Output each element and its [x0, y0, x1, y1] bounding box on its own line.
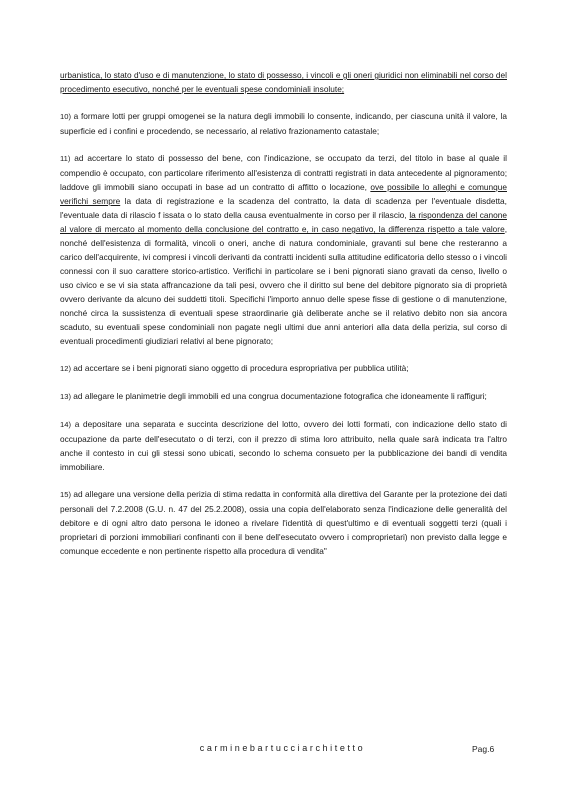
- item-number: 12): [60, 364, 71, 373]
- item-number: 15): [60, 490, 71, 499]
- item-number: 11): [60, 154, 71, 163]
- paragraph-text: la data di registrazione e la scadenza del contratto, la data di scadenza per l'eventuale disdetta, l'eventuale data di rilascio f issata o lo stato della causa eventualmente in corso per il rilascio,: [60, 196, 507, 220]
- paragraph-text: , nonché dell'esistenza di formalità, vincoli o oneri, anche di natura condominiale, gravanti sul bene che resteranno a carico dell'acquirente, ivi compresi i vincoli derivanti da contratti incidenti sulla attitudine edificatoria dello stesso o i vincoli connessi con il suo carattere storico-artistico. Verifichi in particolare se i beni pignorati siano gravati da censo, livello o uso civico e se vi sia stata affrancazione da tali pesi, ovvero che il diritto sul bene del debitore pignorato sia di proprietà ovvero derivante da alcuno dei suddetti titoli. Specifichi l'importo annuo delle spese fisse di gestione o di manutenzione, nonché circa la sussistenza di eventuali spese straordinarie già deliberate anche se il relativo debito non sia ancora scaduto, su eventuali spese condominiali non pagate negli ultimi due anni anteriori alla data della perizia, sul corso di eventuali procedimenti giudiziari relativi al bene pignorato;: [60, 224, 507, 346]
- paragraph-text: ad accertare lo stato di possesso del bene, con l'indicazione, se occupato da terzi, del titolo in base al quale il compendio è occupato, con particolare riferimento all'esistenza di contratti registrati in data antecedente al pignoramento; laddove gli immobili siano occupati in base ad un contratto di affitto o locazione,: [60, 153, 507, 192]
- paragraph-continuation: [60, 68, 507, 96]
- underlined-text: ove possibile lo alleghi e comunque verifichi sempre: [60, 182, 507, 206]
- page-number: Pag.6: [472, 744, 495, 754]
- paragraph-text: ad accertare se i beni pignorati siano oggetto di procedura espropriativa per pubblica utilità;: [70, 363, 409, 373]
- underlined-text: urbanistica, lo stato d'uso e di manutenzione, lo stato di possesso, i vincoli e gli oneri giuridici non eliminabili nel corso del procedimento esecutivo, nonché per le eventuali spese condominiali insolute;: [60, 70, 507, 94]
- paragraph-15: [60, 487, 507, 558]
- paragraph-13: [60, 389, 507, 404]
- item-number: 14): [60, 420, 71, 429]
- paragraph-text: ad allegare le planimetrie degli immobili ed una congrua documentazione fotografica che idoneamente li raffiguri;: [70, 391, 487, 401]
- paragraph-11: [60, 151, 507, 348]
- item-number: 10): [60, 112, 71, 121]
- paragraph-12: [60, 361, 507, 376]
- underlined-text: la rispondenza del canone al valore di mercato al momento della conclusione del contratto e, in caso negativo, la differenza rispetto a tale valore: [60, 210, 507, 234]
- paragraph-text: ad allegare una versione della perizia di stima redatta in conformità alla direttiva del Garante per la protezione dei dati personali del 7.2.2008 (G.U. n. 47 del 25.2.2008), ossia una copia dell'elaborato senza l'indicazione delle generalità del debitore e di ogni altro dato persona le idoneo a rivelare l'identità di quest'ultimo e di eventuali soggetti terzi (quali i proprietari di porzioni immobiliari confinanti con il bene dell'esecutato ovvero i comproprietari) non previsto dalla legge e comunque eccedente e non pertinente rispetto alla procedura di vendita": [60, 489, 507, 556]
- item-number: 13): [60, 392, 71, 401]
- paragraph-text: a depositare una separata e succinta descrizione del lotto, ovvero dei lotti formati, con indicazione dello stato di occupazione da parte dell'esecutato o di terzi, con il prezzo di stima loro attribuito, nella quale sarà indicata tra l'altro anche il contesto in cui gli stessi sono ubicati, secondo lo schema consueto per la pubblicazione dei bandi di vendita immobiliare.: [60, 419, 507, 472]
- paragraph-14: [60, 417, 507, 474]
- footer-author: carminebartucciarchitetto: [199, 743, 366, 753]
- paragraph-10: [60, 109, 507, 138]
- paragraph-text: a formare lotti per gruppi omogenei se la natura degli immobili lo consente, indicando, per ciascuna unità il valore, la superficie ed i confini e procedendo, se necessario, al relativo frazionamento catastale;: [60, 111, 507, 136]
